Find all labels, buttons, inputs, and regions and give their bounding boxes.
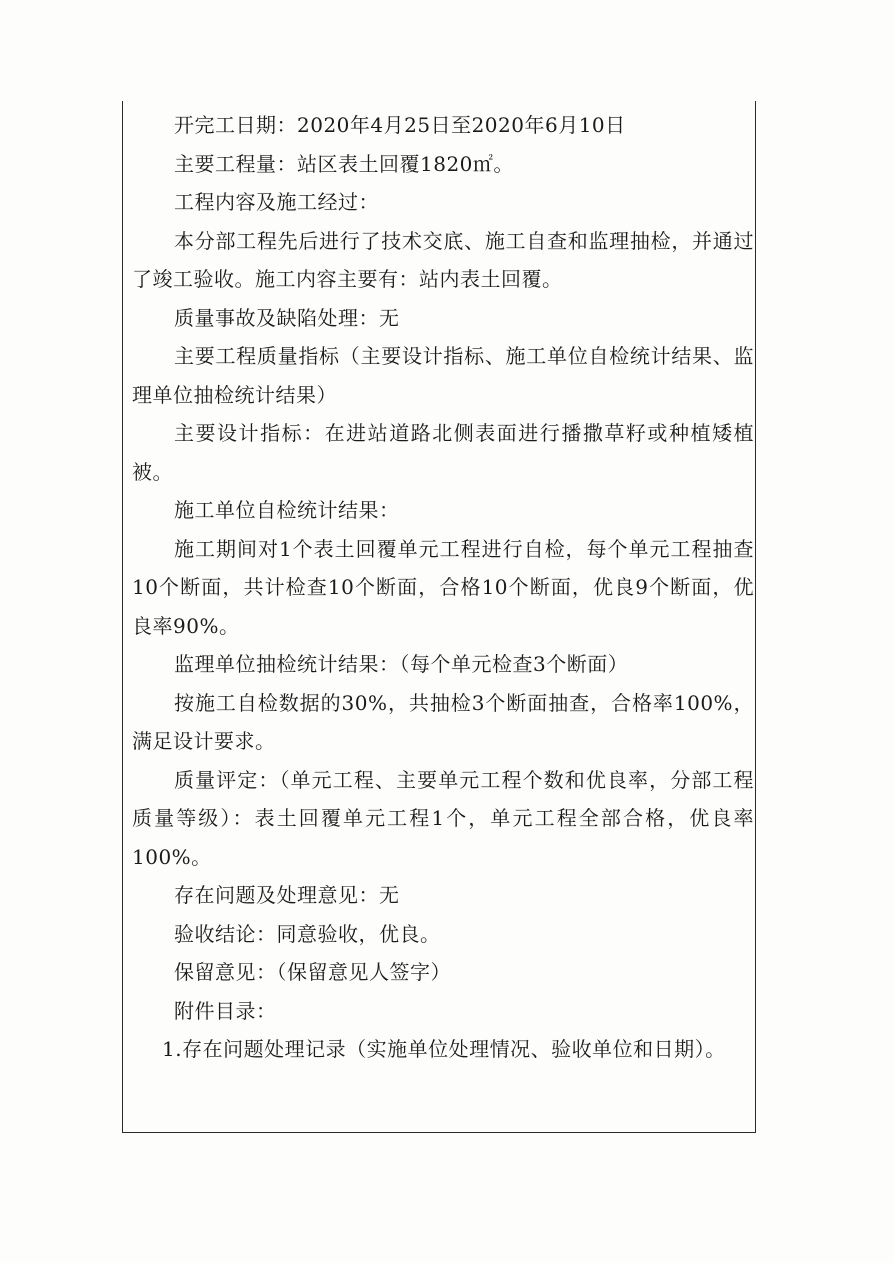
quality-accident: 质量事故及缺陷处理：无 <box>174 305 400 330</box>
self-check-heading: 施工单位自检统计结果： <box>174 498 400 522</box>
content-description: 本分部工程先后进行了技术交底、施工自查和监理抽检，并通过了竣工验收。施工内容主要有：站内表土回覆。 <box>132 228 754 291</box>
supervision-heading: 监理单位抽检统计结果：（每个单元检查3个断面） <box>174 652 629 676</box>
self-check-results: 施工期间对1个表土回覆单元工程进行自检，每个单元工程抽查10个断面，共计检查10个断面，合格10个断面，优良9个断面，优良率90%。 <box>132 536 754 638</box>
content-heading: 工程内容及施工经过： <box>174 190 379 214</box>
attachments-heading: 附件目录： <box>174 998 277 1023</box>
main-quantities: 主要工程量：站区表土回覆1820㎡。 <box>174 151 514 176</box>
quality-indicators-heading: 主要工程质量指标（主要设计指标、施工单位自检统计结果、监理单位抽检统计结果） <box>132 344 754 407</box>
acceptance-conclusion: 验收结论：同意验收，优良。 <box>174 921 441 946</box>
attachment-item-1: 1.存在问题处理记录（实施单位处理情况、验收单位和日期）。 <box>162 1037 726 1061</box>
quality-evaluation: 质量评定：（单元工程、主要单元工程个数和优良率，分部工程质量等级）：表土回覆单元工程1个，单元工程全部合格，优良率100%。 <box>132 767 754 869</box>
start-end-date: 开完工日期：2020年4月25日至2020年6月10日 <box>174 113 626 137</box>
supervision-results: 按施工自检数据的30%，共抽检3个断面抽查，合格率100%，满足设计要求。 <box>132 690 754 753</box>
reserved-opinions: 保留意见：（保留意见人签字） <box>174 960 451 984</box>
design-indicators: 主要设计指标：在进站道路北侧表面进行播撒草籽或种植矮植被。 <box>132 421 754 484</box>
form-content <box>132 106 754 1069</box>
issues-and-opinions: 存在问题及处理意见：无 <box>174 883 400 907</box>
